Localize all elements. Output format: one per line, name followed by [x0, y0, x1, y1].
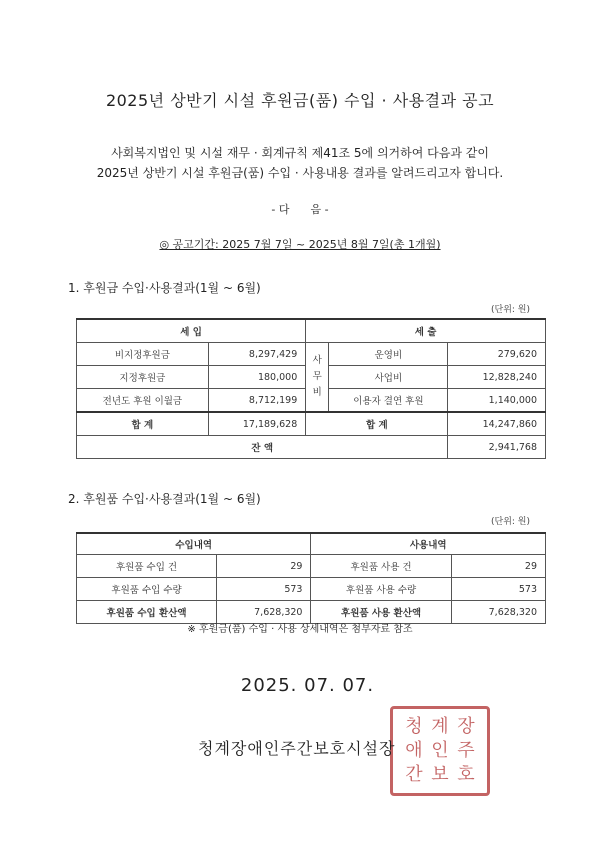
seal-char: 장 — [457, 716, 475, 737]
seal-char: 계 — [431, 716, 449, 737]
official-seal-stamp — [390, 706, 490, 796]
income-value: 8,297,429 — [208, 343, 306, 366]
organization-name: 청계장애인주간보호시설장 — [198, 739, 396, 758]
seal-char: 호 — [457, 764, 475, 785]
side-label-char: 비 — [312, 387, 322, 398]
seal-char: 보 — [431, 764, 449, 785]
income-label: 전년도 후원 이월금 — [77, 389, 209, 413]
section2-heading: 2. 후원품 수입·사용결과(1월 ~ 6월) — [68, 492, 261, 506]
footnote: ※ 후원금(품) 수입 · 사용 상세내역은 첨부자료 참조 — [187, 624, 413, 635]
income-label: 후원품 수입 수량 — [77, 578, 217, 601]
document-title: 2025년 상반기 시설 후원금(품) 수입 · 사용결과 공고 — [105, 91, 495, 110]
table-row — [77, 343, 546, 366]
section1-unit: (단위: 원) — [491, 305, 530, 315]
side-label-char: 무 — [312, 371, 322, 382]
expense-label: 사업비 — [329, 366, 448, 389]
expense-total-label: 합 계 — [306, 412, 448, 436]
seal-char: 청 — [405, 716, 423, 737]
table-row — [77, 578, 546, 601]
income-label: 비지정후원금 — [77, 343, 209, 366]
donation-table — [76, 318, 546, 459]
expense-label: 이용자 결연 후원 — [329, 389, 448, 413]
seal-char: 애 — [405, 740, 423, 761]
income-value: 180,000 — [208, 366, 306, 389]
income-label: 지정후원금 — [77, 366, 209, 389]
total-row — [77, 412, 546, 436]
income-value: 29 — [217, 555, 311, 578]
income-total-value: 17,189,628 — [208, 412, 306, 436]
income-value: 573 — [217, 578, 311, 601]
income-header: 세 입 — [77, 319, 306, 343]
expense-side-label — [306, 343, 329, 413]
income-value: 7,628,320 — [217, 601, 311, 624]
usage-value: 7,628,320 — [451, 601, 545, 624]
expense-total-value: 14,247,860 — [448, 412, 546, 436]
goods-table — [76, 532, 546, 624]
income-header: 수입내역 — [77, 533, 311, 555]
expense-value: 12,828,240 — [448, 366, 546, 389]
intro-line-2: 2025년 상반기 시설 후원금(품) 수입 · 사용내용 결과를 알려드리고자 합니다. — [96, 166, 504, 180]
seal-char: 주 — [457, 740, 475, 761]
expense-header: 세 출 — [306, 319, 546, 343]
divider-text: - 다 음 - — [271, 203, 329, 216]
seal-char: 간 — [405, 764, 423, 785]
seal-char: 인 — [431, 740, 449, 761]
expense-value: 1,140,000 — [448, 389, 546, 413]
income-label: 후원품 수입 건 — [77, 555, 217, 578]
intro-paragraph — [40, 143, 560, 183]
income-total-label: 합 계 — [77, 412, 209, 436]
income-label: 후원품 수입 환산액 — [77, 601, 217, 624]
expense-value: 279,620 — [448, 343, 546, 366]
balance-label: 잔 액 — [77, 436, 448, 459]
intro-line-1: 사회복지법인 및 시설 재무 · 회계규칙 제41조 5에 의거하여 다음과 같이 — [111, 146, 489, 160]
announcement-period: ◎ 공고기간: 2025 7월 7일 ~ 2025년 8월 7일(총 1개월) — [159, 238, 441, 251]
expense-label: 운영비 — [329, 343, 448, 366]
document-date: 2025. 07. 07. — [240, 675, 375, 696]
income-value: 8,712,199 — [208, 389, 306, 413]
usage-value: 573 — [451, 578, 545, 601]
side-label-char: 사 — [312, 355, 322, 366]
balance-row — [77, 436, 546, 459]
section1-heading: 1. 후원금 수입·사용결과(1월 ~ 6월) — [68, 281, 261, 295]
balance-value: 2,941,768 — [448, 436, 546, 459]
usage-header: 사용내역 — [311, 533, 546, 555]
section2-unit: (단위: 원) — [491, 517, 530, 527]
table-row — [77, 555, 546, 578]
usage-label: 후원품 사용 수량 — [311, 578, 451, 601]
usage-label: 후원품 사용 건 — [311, 555, 451, 578]
usage-value: 29 — [451, 555, 545, 578]
seal-characters — [401, 715, 479, 787]
usage-label: 후원품 사용 환산액 — [311, 601, 451, 624]
